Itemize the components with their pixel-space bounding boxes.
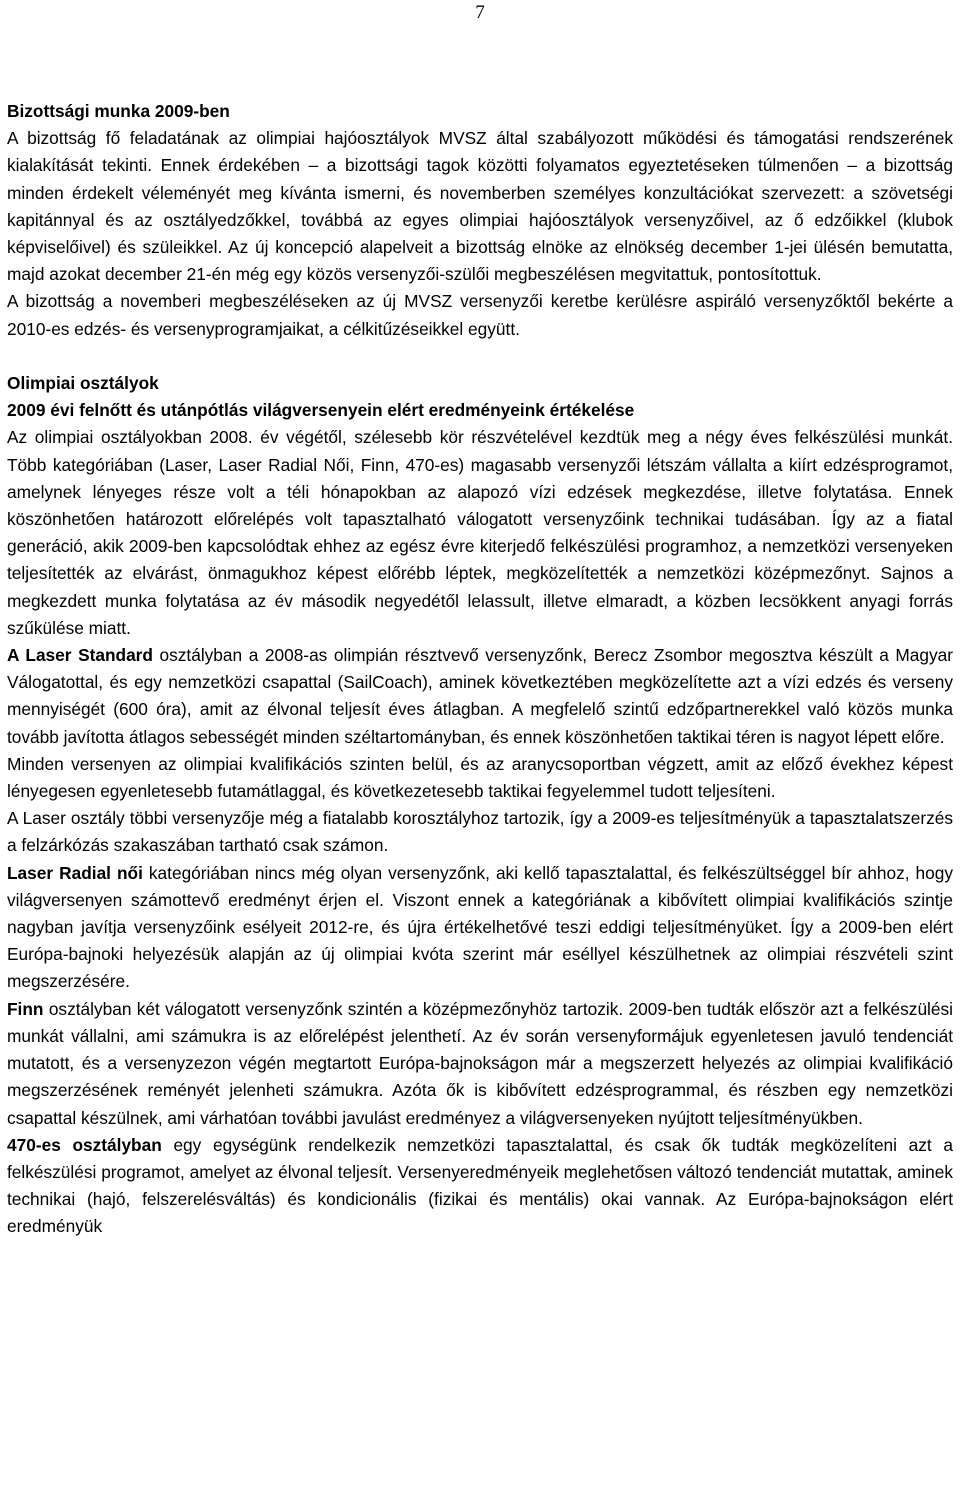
paragraph-laser-results: Minden versenyen az olimpiai kvalifikációs szinten belül, és az aranycsoportban végzett, amit az előző évekhez képest lényegesen egyenletesebb futamátlaggal, és következetesebb taktikai fegyelemmel tudott teljesíteni. [7, 753, 953, 802]
paragraph-laser-others: A Laser osztály többi versenyzője még a fiatalabb korosztályhoz tartozik, így a 2009-es teljesítményük a tapasztalatszerzés a felzárkózás szakaszában tartható csak számon. [7, 808, 953, 856]
section-heading-olympic-classes: Olimpiai osztályok [7, 373, 159, 394]
paragraph-470 [7, 1132, 953, 1241]
label-laser-standard: A Laser Standard [7, 645, 153, 666]
text-finn: osztályban két válogatott versenyzőnk szintén a középmezőnyhöz tartozik. 2009-ben tudták először azt a felkészülési munkát vállalni, ami számukra is az előrelépést jelenthetí. Az év során versenyformájuk egyenletesen javuló tendenciát mutatott, és a versenyzezon végén megtartott Európa-bajnokságon már a megszerzett helyezés az olimpiai kvalifikáció megszerzésének reményét jelenheti számukra. Azóta ők is kibővített edzésprogrammal, és részben egy nemzetközi csapattal készülnek, ami várhatóan további javulást eredményez a világversenyeken nyújtott teljesítményükben. [7, 998, 953, 1128]
text-470: egy egységünk rendelkezik nemzetközi tapasztalattal, és csak ők tudták megközelíteni azt a felkészülési programot, amelyet az élvonal teljesít. Versenyeredményeik meglehetősen változó tendenciát mutattak, aminek technikai (hajó, felszerelésváltás) és kondicionális (fizikai és mentális) okai vannak. Az Európa-bajnokságon elért eredményük [7, 1134, 953, 1237]
text-laser-standard: osztályban a 2008-as olimpián résztvevő versenyzőnk, Berecz Zsombor megosztva készült a Magyar Válogatottal, és egy nemzetközi csapattal (SailCoach), aminek következtében megközelítette azt a vízi edzés és verseny mennyiségét (600 óra), amit az élvonal teljesít éves átlagban. A megfelelő szintű edzőpartnerekkel való közös munka tovább javította átlagos sebességét minden széltartományban, és ennek köszönhetően taktikai téren is nagyot lépett előre. [7, 645, 953, 747]
label-finn: Finn [7, 998, 44, 1019]
page-number: 7 [475, 2, 485, 23]
text-laser-radial: kategóriában nincs még olyan versenyzőnk, aki kellő tapasztalattal, és felkészültséggel bír ahhoz, hogy világversenyen számottevő eredményt érjen el. Viszont ennek a kategóriának a kibővített olimpiai kvalifikációs szintje nagyban javítja versenyzőink esélyeit 2012-re, és újra értékelhetővé teszi eddigi teljesítményüket. Így a 2009-ben elért Európa-bajnoki helyezésük alapján az új olimpiai kvóta szerint már eséllyel készülhetnek az olimpiai részvételi szint megszerzésére. [7, 862, 953, 992]
label-470: 470-es osztályban [7, 1134, 162, 1155]
paragraph-laser-radial [7, 860, 953, 996]
section-heading-committee: Bizottsági munka 2009-ben [7, 101, 230, 121]
paragraph-laser-standard [7, 642, 953, 751]
paragraph-finn [7, 996, 953, 1132]
label-laser-radial: Laser Radial női [7, 862, 143, 883]
section-subheading-evaluation: 2009 évi felnőtt és utánpótlás világversenyein elért eredményeink értékelése [7, 400, 635, 421]
paragraph-gap [7, 343, 953, 370]
paragraph-committee-programs: A bizottság a novemberi megbeszéléseken az új MVSZ versenyzői keretbe kerülésre aspiráló versenyzőktől bekérte a 2010-es edzés- és versenyprogramjaikat, a célkitűzéseikkel együtt. [7, 291, 953, 339]
paragraph-intro: Az olimpiai osztályokban 2008. év végétől, szélesebb kör részvételével kezdtük meg a négy éves felkészülési munkát. Több kategóriában (Laser, Laser Radial Női, Finn, 470-es) magasabb versenyzői létszám vállalta a kiírt edzésprogramot, amelynek lényeges része volt a téli hónapokban az alapozó vízi edzések megkezdése, illetve folytatása. Ennek köszönhetően határozott előrelépés volt tapasztalható válogatott versenyzőink technikai tudásában. Így az a fiatal generáció, akik 2009-ben kapcsolódtak ehhez az egész évre kiterjedő felkészülési programhoz, a nemzetközi versenyeken teljesítették az elvárást, önmagukhoz képest előrébb léptek, megközelítették a nemzetközi középmezőnyt. Sajnos a megkezdett munka folytatása az év második negyedétől lelassult, illetve elmaradt, a közben lecsökkent anyagi forrás szűkülése miatt. [7, 427, 953, 638]
document-body [7, 98, 953, 1241]
paragraph-committee-work: A bizottság fő feladatának az olimpiai hajóosztályok MVSZ által szabályozott működési és támogatási rendszerének kialakítását tekinti. Ennek érdekében – a bizottsági tagok közötti folyamatos egyeztetéseken túlmenően – a bizottság minden érdekelt véleményét meg kívánta ismerni, és novemberben személyes konzultációkat szervezett: a szövetségi kapitánnyal és az osztályedzőkkel, továbbá az egyes olimpiai hajóosztályok versenyzőivel, az ő edzőikkel (klubok képviselőivel) és szüleikkel. Az új koncepció alapelveit a bizottság elnöke az elnökség december 1-jei ülésén bemutatta, majd azokat december 21-én még egy közös versenyzői-szülői megbeszélésen megvitattuk, pontosítottuk. [7, 128, 953, 285]
